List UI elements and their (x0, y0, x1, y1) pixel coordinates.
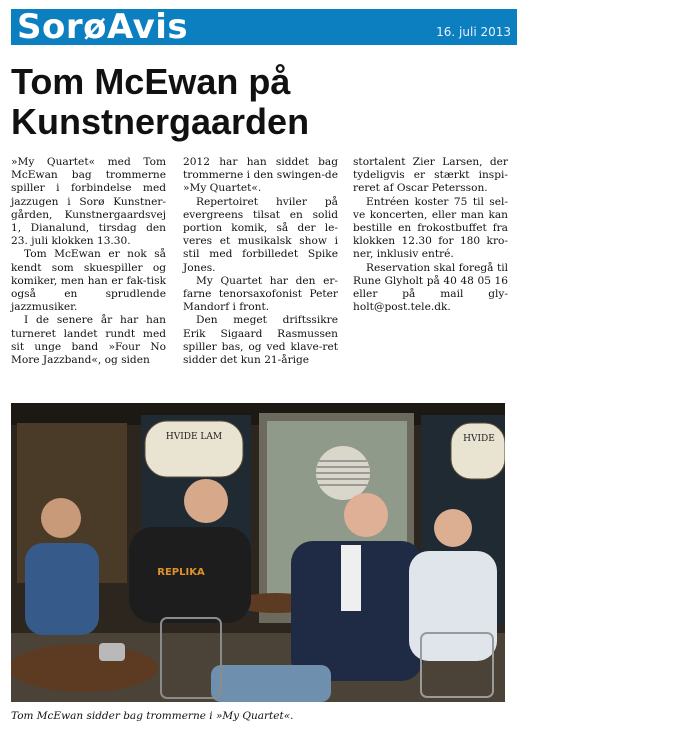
paragraph: My Quartet har den er-farne tenorsaxofonist Peter Mandorf i front. (183, 274, 338, 314)
paragraph: 2012 har han siddet bag trommerne i den swingen-de »My Quartet«. (183, 156, 338, 195)
masthead (11, 9, 517, 45)
paragraph: stortalent Zier Larsen, der tydeligvis er stærkt inspi-reret af Oscar Petersson. (353, 156, 508, 195)
article-photo (11, 403, 505, 702)
paragraph: Den meget driftssikre Erik Sigaard Rasmussen spiller bas, og ved klave-ret sidder det kun 21-årige (183, 314, 338, 367)
shirt-text: REPLIKA (157, 567, 205, 578)
paragraph: Tom McEwan er nok så kendt som skuespiller og komiker, men han er fak-tisk også en sprudlende jazzmusiker. (11, 248, 166, 314)
photo-caption: Tom McEwan sidder bag trommerne i »My Quartet«. (11, 710, 294, 722)
paragraph: Entréen koster 75 til sel-ve koncerten, eller man kan bestille en frokostbuffet fra klokken 12.30 for 180 kro-ner, inklusiv entré. (353, 195, 508, 261)
paragraph: »My Quartet« med Tom McEwan bag trommerne spiller i forbindelse med jazzugen i Sorø Kunstner-gården, Kunstnergaardsvej 1, Dianalund, tirsdag den 23. juli klokken 13.30. (11, 156, 166, 248)
article-column-2 (183, 156, 338, 367)
article-headline: Tom McEwan på Kunstnergaarden (11, 61, 310, 142)
photo-illustration (11, 403, 505, 702)
issue-date: 16. juli 2013 (436, 25, 511, 39)
paragraph: Reservation skal foregå til Rune Glyholt på 40 48 05 16 eller på mail gly-holt@post.tele.dk. (353, 261, 508, 314)
paragraph: Repertoiret hviler på evergreens tilsat en solid portion komik, så der le-veres et musikalsk show i stil med forbilledet Spike Jones. (183, 195, 338, 274)
sign-text: HVIDE LAM (165, 432, 223, 442)
article-column-1 (11, 156, 166, 367)
newspaper-logo: SorøAvis (17, 7, 189, 47)
paragraph: I de senere år har han turneret landet rundt med sit unge band »Four No More Jazzband«, og siden (11, 314, 166, 367)
article-column-3 (353, 156, 508, 314)
sign-text: HVIDE (463, 434, 495, 444)
